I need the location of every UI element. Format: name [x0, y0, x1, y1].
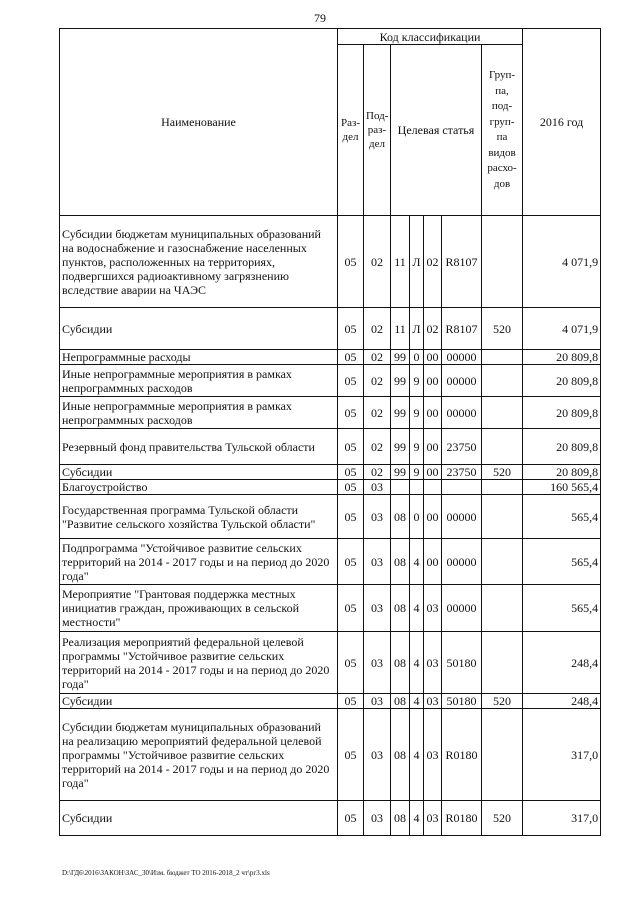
row-expense-type: 520: [482, 801, 523, 836]
row-amount: 4 071,9: [523, 216, 601, 308]
table-row: [60, 495, 601, 539]
row-target-program: 08: [391, 801, 410, 836]
row-target-subprogram: 4: [410, 694, 424, 709]
row-subsection: 02: [364, 365, 391, 397]
row-name: Субсидии: [60, 694, 338, 709]
row-expense-type: [482, 365, 523, 397]
header-subsection: Под- раз- дел: [364, 45, 391, 216]
row-target-direction: 50180: [442, 632, 482, 694]
row-name: Подпрограмма "Устойчивое развитие сельских территорий на 2014 - 2017 годы и на период до 2020 года": [60, 539, 338, 585]
row-target-direction: [442, 480, 482, 495]
row-target-subprogram: Л: [410, 308, 424, 350]
row-subsection: 03: [364, 495, 391, 539]
row-target-program: 99: [391, 429, 410, 465]
row-target-program: 08: [391, 632, 410, 694]
row-section: 05: [338, 365, 364, 397]
row-section: 05: [338, 429, 364, 465]
row-target-direction: R0180: [442, 801, 482, 836]
row-target-event: 00: [424, 465, 442, 480]
table-row: [60, 801, 601, 836]
row-target-subprogram: Л: [410, 216, 424, 308]
row-section: 05: [338, 397, 364, 429]
row-target-subprogram: 9: [410, 397, 424, 429]
row-target-subprogram: 9: [410, 429, 424, 465]
row-name: Непрограммные расходы: [60, 350, 338, 365]
table-row: [60, 694, 601, 709]
row-subsection: 03: [364, 801, 391, 836]
row-subsection: 03: [364, 539, 391, 585]
row-name: Субсидии бюджетам муниципальных образований на реализацию мероприятий федеральной целевой программы "Устойчивое развитие сельских территорий на 2014 - 2017 годы и на период до 2020 года": [60, 709, 338, 801]
row-target-event: [424, 480, 442, 495]
row-target-event: 03: [424, 632, 442, 694]
row-subsection: 02: [364, 350, 391, 365]
row-target-program: 99: [391, 365, 410, 397]
row-expense-type: [482, 495, 523, 539]
row-section: 05: [338, 539, 364, 585]
row-target-program: 08: [391, 694, 410, 709]
row-amount: 20 809,8: [523, 365, 601, 397]
row-expense-type: [482, 397, 523, 429]
table-row: [60, 585, 601, 632]
table-row: [60, 539, 601, 585]
row-target-event: 00: [424, 397, 442, 429]
row-section: 05: [338, 632, 364, 694]
table-row: [60, 308, 601, 350]
row-target-program: 99: [391, 350, 410, 365]
row-target-event: 02: [424, 216, 442, 308]
row-expense-type: [482, 480, 523, 495]
table-row: [60, 365, 601, 397]
row-target-program: 99: [391, 465, 410, 480]
page-number: 79: [314, 11, 326, 25]
budget-table: [59, 28, 601, 836]
header-target-article: Целевая статья: [391, 45, 482, 216]
row-subsection: 03: [364, 632, 391, 694]
row-target-direction: 50180: [442, 694, 482, 709]
row-target-direction: 00000: [442, 350, 482, 365]
row-amount: 565,4: [523, 495, 601, 539]
table-row: [60, 350, 601, 365]
row-expense-type: 520: [482, 465, 523, 480]
row-target-program: 08: [391, 539, 410, 585]
row-name: Резервный фонд правительства Тульской области: [60, 429, 338, 465]
row-expense-type: [482, 709, 523, 801]
row-expense-type: [482, 539, 523, 585]
row-amount: 20 809,8: [523, 465, 601, 480]
row-target-program: 08: [391, 585, 410, 632]
row-target-subprogram: 4: [410, 801, 424, 836]
row-name: Мероприятие "Грантовая поддержка местных инициатив граждан, проживающих в сельской местности": [60, 585, 338, 632]
row-section: 05: [338, 480, 364, 495]
row-amount: 4 071,9: [523, 308, 601, 350]
row-target-event: 00: [424, 429, 442, 465]
row-target-event: 00: [424, 539, 442, 585]
row-subsection: 03: [364, 694, 391, 709]
row-target-event: 02: [424, 308, 442, 350]
row-subsection: 03: [364, 709, 391, 801]
table-row: [60, 709, 601, 801]
row-target-subprogram: 4: [410, 632, 424, 694]
row-target-direction: 00000: [442, 365, 482, 397]
row-target-program: 08: [391, 709, 410, 801]
row-subsection: 03: [364, 480, 391, 495]
row-name: Реализация мероприятий федеральной целевой программы "Устойчивое развитие сельских территорий на 2014 - 2017 годы и на период до 2020 года": [60, 632, 338, 694]
row-target-subprogram: 4: [410, 585, 424, 632]
row-target-program: [391, 480, 410, 495]
row-target-direction: 00000: [442, 539, 482, 585]
row-name: Иные непрограммные мероприятия в рамках непрограммных расходов: [60, 397, 338, 429]
row-expense-type: 520: [482, 694, 523, 709]
row-target-direction: 23750: [442, 465, 482, 480]
row-subsection: 02: [364, 216, 391, 308]
row-target-event: 00: [424, 350, 442, 365]
row-amount: 20 809,8: [523, 350, 601, 365]
row-name: Благоустройство: [60, 480, 338, 495]
row-target-program: 08: [391, 495, 410, 539]
row-amount: 317,0: [523, 801, 601, 836]
row-target-program: 11: [391, 216, 410, 308]
row-section: 05: [338, 495, 364, 539]
row-amount: 20 809,8: [523, 397, 601, 429]
row-target-event: 00: [424, 495, 442, 539]
row-name: Субсидии: [60, 465, 338, 480]
table-row: [60, 429, 601, 465]
row-target-subprogram: 0: [410, 495, 424, 539]
row-section: 05: [338, 801, 364, 836]
row-expense-type: [482, 429, 523, 465]
row-section: 05: [338, 465, 364, 480]
row-amount: 565,4: [523, 539, 601, 585]
row-section: 05: [338, 216, 364, 308]
row-name: Субсидии: [60, 308, 338, 350]
row-subsection: 02: [364, 397, 391, 429]
row-name: Государственная программа Тульской области "Развитие сельского хозяйства Тульской области": [60, 495, 338, 539]
table-row: [60, 480, 601, 495]
row-target-program: 99: [391, 397, 410, 429]
row-expense-type: 520: [482, 308, 523, 350]
row-amount: 248,4: [523, 694, 601, 709]
header-name: Наименование: [60, 29, 338, 216]
row-amount: 20 809,8: [523, 429, 601, 465]
row-section: 05: [338, 709, 364, 801]
file-path-footer: D:\ГД6\2016\ЗАКОН\ЗАС_30\Изм. бюджет ТО 2016-2018_2 чт\рг3.xls: [62, 869, 270, 877]
row-subsection: 02: [364, 308, 391, 350]
row-amount: 565,4: [523, 585, 601, 632]
row-expense-type: [482, 350, 523, 365]
row-expense-type: [482, 632, 523, 694]
row-target-program: 11: [391, 308, 410, 350]
header-year: 2016 год: [523, 29, 601, 216]
row-section: 05: [338, 585, 364, 632]
row-expense-type: [482, 585, 523, 632]
table-row: [60, 632, 601, 694]
row-target-direction: 00000: [442, 397, 482, 429]
row-target-subprogram: 4: [410, 709, 424, 801]
row-target-direction: R8107: [442, 216, 482, 308]
row-target-direction: 00000: [442, 495, 482, 539]
row-target-event: 00: [424, 365, 442, 397]
row-name: Иные непрограммные мероприятия в рамках непрограммных расходов: [60, 365, 338, 397]
row-section: 05: [338, 350, 364, 365]
row-amount: 248,4: [523, 632, 601, 694]
row-name: Субсидии бюджетам муниципальных образований на водоснабжение и газоснабжение населенных пунктов, расположенных на территориях, подвергшихся радиоактивному загрязнению вследствие аварии на ЧАЭС: [60, 216, 338, 308]
table-row: [60, 397, 601, 429]
row-subsection: 02: [364, 465, 391, 480]
row-name: Субсидии: [60, 801, 338, 836]
row-target-subprogram: 9: [410, 465, 424, 480]
row-target-event: 03: [424, 694, 442, 709]
row-target-direction: 00000: [442, 585, 482, 632]
row-target-subprogram: 4: [410, 539, 424, 585]
row-subsection: 03: [364, 585, 391, 632]
row-target-event: 03: [424, 585, 442, 632]
row-subsection: 02: [364, 429, 391, 465]
header-section: Раз- дел: [338, 45, 364, 216]
table-row: [60, 465, 601, 480]
row-target-subprogram: 9: [410, 365, 424, 397]
row-target-event: 03: [424, 801, 442, 836]
row-target-direction: R8107: [442, 308, 482, 350]
table-row: [60, 216, 601, 308]
row-section: 05: [338, 694, 364, 709]
header-group: Груп- па, под- груп- па видов расхо- дов: [482, 45, 523, 216]
row-target-subprogram: [410, 480, 424, 495]
row-amount: 160 565,4: [523, 480, 601, 495]
row-target-subprogram: 0: [410, 350, 424, 365]
row-target-direction: R0180: [442, 709, 482, 801]
header-classification: Код классификации: [338, 29, 523, 45]
row-target-event: 03: [424, 709, 442, 801]
row-section: 05: [338, 308, 364, 350]
row-target-direction: 23750: [442, 429, 482, 465]
row-amount: 317,0: [523, 709, 601, 801]
row-expense-type: [482, 216, 523, 308]
